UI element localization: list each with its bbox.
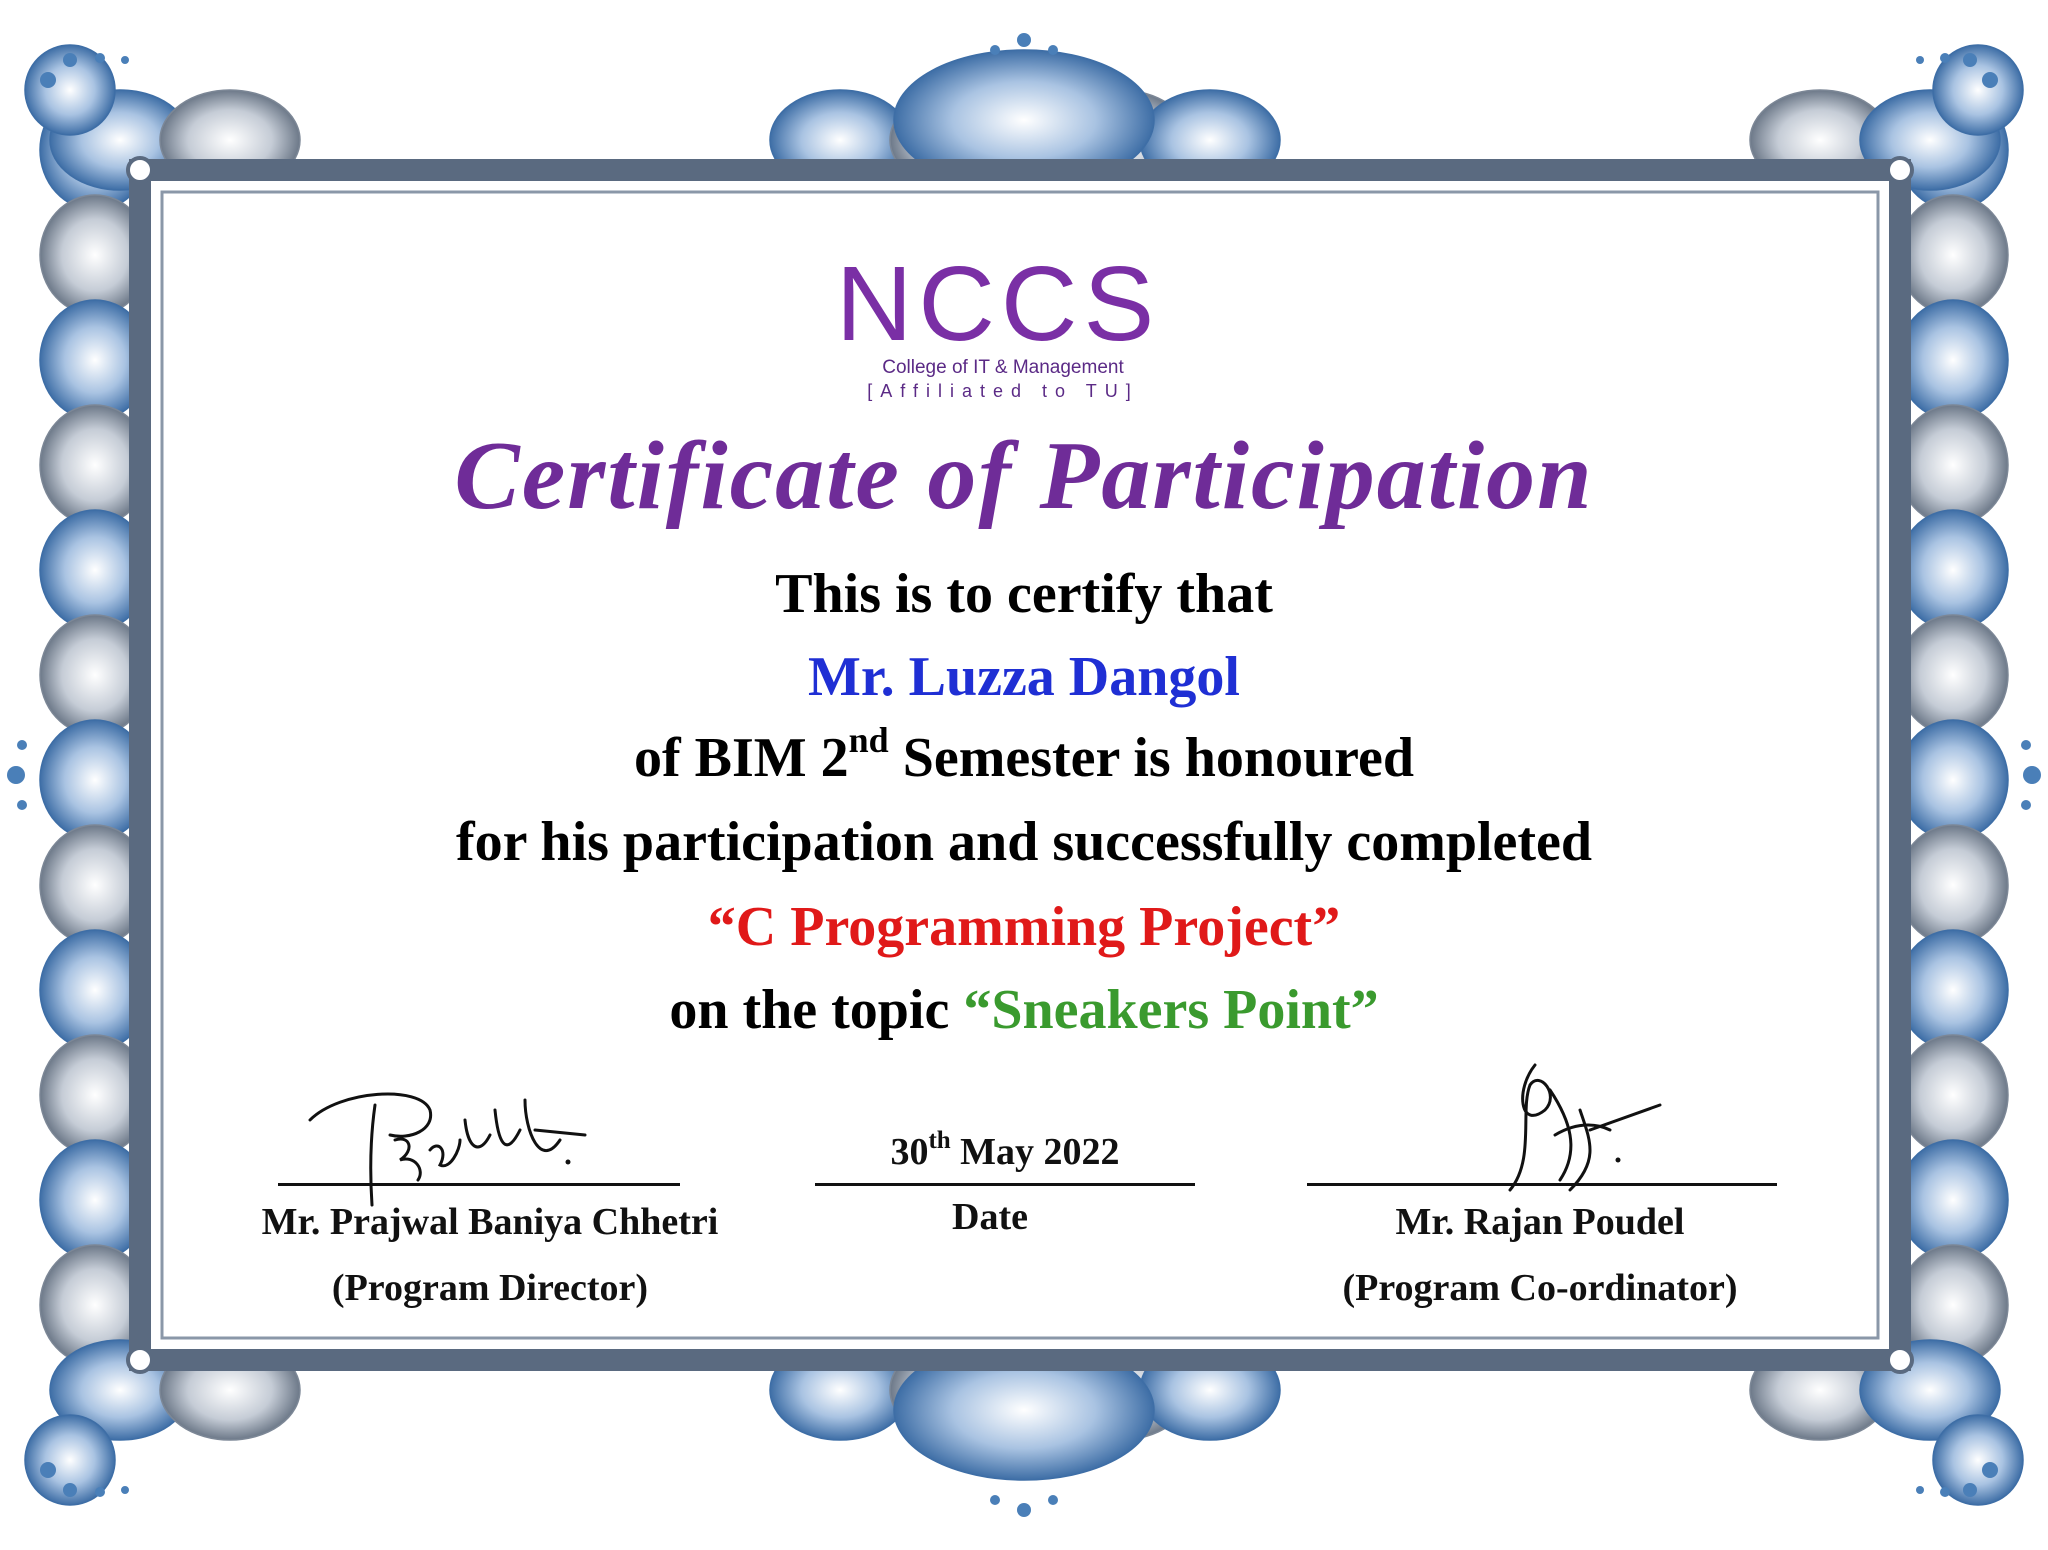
ornament-dot (95, 1487, 105, 1497)
ornament-dot (1048, 1495, 1058, 1505)
signature-line-middle (815, 1183, 1195, 1186)
signature-director (300, 1080, 600, 1210)
coordinator-role: (Program Co-ordinator) (1342, 1267, 1738, 1309)
ornament-dot (1982, 72, 1998, 88)
ornament-dot (1963, 53, 1977, 67)
date-value: 30th May 2022 (890, 1127, 1120, 1173)
recipient-name: Mr. Luzza Dangol (808, 646, 1240, 708)
ornament-dot (1963, 1483, 1977, 1497)
coordinator-name: Mr. Rajan Poudel (1395, 1201, 1685, 1243)
ornament-dot (2021, 800, 2031, 810)
signature-line-left (278, 1183, 680, 1186)
project-name: “C Programming Project” (707, 896, 1341, 958)
ornament-petal (1898, 195, 2008, 315)
ornament-dot (40, 72, 56, 88)
ornament-dot (121, 56, 129, 64)
ornament-dot (95, 53, 105, 63)
signature-line-right (1307, 1183, 1777, 1186)
ornament-dot (990, 45, 1000, 55)
ornament-dot (1017, 33, 1031, 47)
ornament-dot (1940, 53, 1950, 63)
ornament-dot (40, 1462, 56, 1478)
ornament-dot (17, 800, 27, 810)
ornament-dot (990, 1495, 1000, 1505)
director-role: (Program Director) (331, 1267, 649, 1309)
ornament-petal (1898, 1035, 2008, 1155)
ornament-dot (1916, 56, 1924, 64)
topic-name: “Sneakers Point” (963, 979, 1379, 1041)
semester-line: of BIM 2nd Semester is honoured (634, 720, 1414, 789)
ornament-dot (1916, 1486, 1924, 1494)
director-name: Mr. Prajwal Baniya Chhetri (261, 1201, 719, 1243)
ornament-dot (1048, 45, 1058, 55)
logo-affiliation: [Affiliated to TU] (867, 381, 1139, 401)
ornament-petal (1898, 1140, 2008, 1260)
ornament-dot (63, 1483, 77, 1497)
ornament-dot (121, 1486, 129, 1494)
date-label: Date (952, 1196, 1028, 1238)
ornament-dot (1940, 1487, 1950, 1497)
ornament-dot (63, 53, 77, 67)
certificate-title: Certificate of Participation (454, 422, 1594, 530)
signature-coordinator (1460, 1050, 1680, 1200)
ornament-dot (1982, 1462, 1998, 1478)
logo-wordmark: NCCS (835, 245, 1161, 363)
topic-line: on the topic “Sneakers Point” (669, 979, 1379, 1041)
logo-subtitle: College of IT & Management (882, 357, 1124, 378)
ornament-dot (1017, 1503, 1031, 1517)
participation-line: for his participation and successfully completed (455, 811, 1593, 873)
certify-line: This is to certify that (775, 563, 1273, 625)
ornament-petal (1898, 300, 2008, 420)
nccs-logo (808, 245, 1198, 408)
